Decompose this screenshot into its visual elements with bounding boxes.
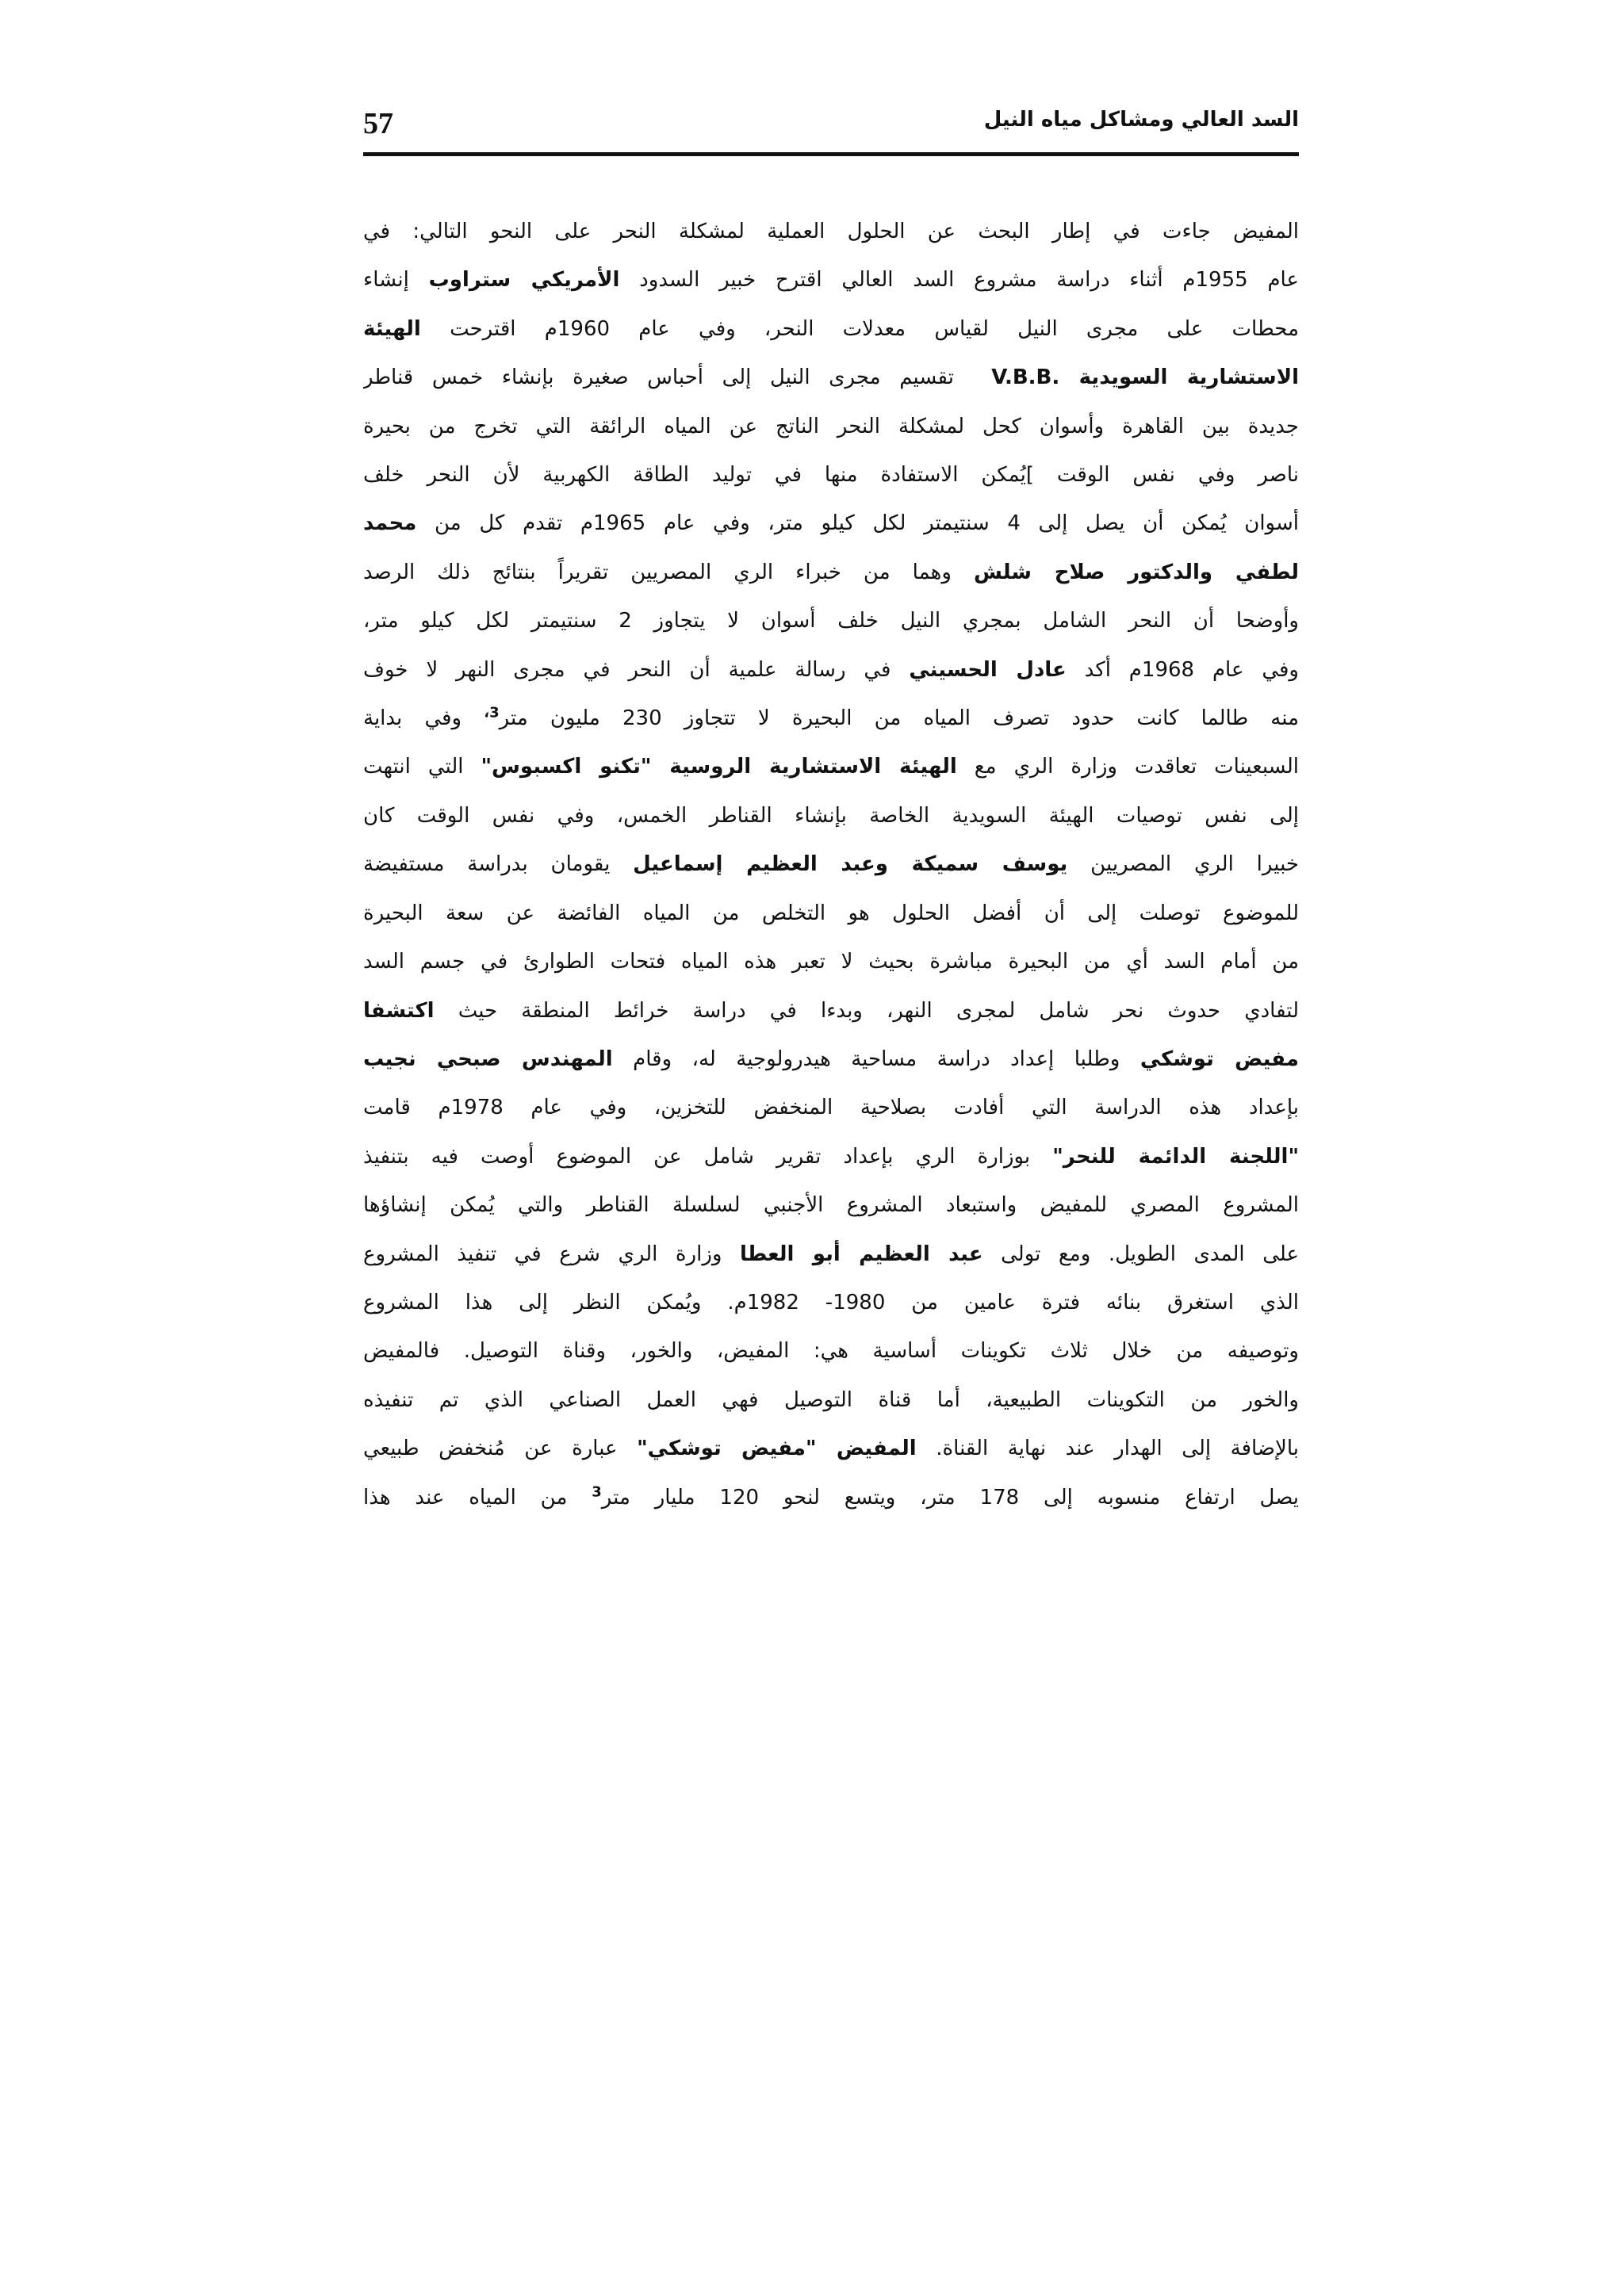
text-run: يصل ارتفاع منسوبه إلى 178 متر، ويتسع لنحو 120 مليار متر <box>601 1485 1299 1510</box>
text-run: في رسالة علمية أن النحر في مجرى النهر لا خوف <box>363 657 910 682</box>
running-title: السد العالي ومشاكل مياه النيل <box>983 108 1299 132</box>
text-line <box>363 1133 1299 1181</box>
text-line <box>363 1035 1299 1084</box>
bold-text: الهيئة <box>363 316 421 341</box>
text-run: المشروع المصري للمفيض واستبعاد المشروع الأجنبي لسلسلة القناطر والتي يُمكن إنشاؤها <box>363 1193 1299 1218</box>
text-line <box>363 1084 1299 1132</box>
text-run: وفي عام 1968م أكد <box>1066 657 1299 682</box>
superscript: 3 <box>592 1483 602 1500</box>
bold-text: V.B.B. <box>991 365 1060 390</box>
text-run: ناصر وفي نفس الوقت ]يُمكن الاستفادة منها في توليد الطاقة الكهربية لأن النحر خلف <box>363 463 1299 488</box>
text-run: وطلبا إعداد دراسة مساحية هيدرولوجية له، وقام <box>612 1047 1140 1071</box>
bold-text: الهيئة الاستشارية الروسية "تكنو اكسبوس" <box>481 755 957 779</box>
text-run: بوزارة الري بإعداد تقرير شامل عن الموضوع أوصت فيه بتنفيذ <box>363 1144 1053 1169</box>
text-line <box>363 1181 1299 1230</box>
text-line <box>363 987 1299 1035</box>
text-run: عبارة عن مُنخفض طبيعي <box>363 1437 638 1461</box>
text-line <box>363 305 1299 354</box>
bold-text: عبد العظيم أبو العطا <box>740 1242 983 1266</box>
text-line <box>363 840 1299 889</box>
bold-text: يوسف سميكة وعبد العظيم إسماعيل <box>633 852 1068 877</box>
bold-text: الاستشارية السويدية <box>1059 365 1299 390</box>
text-line <box>363 1474 1299 1522</box>
text-run: من أمام السد أي من البحيرة مباشرة بحيث لا تعبر هذه المياه فتحات الطوارئ في جسم السد <box>363 950 1299 974</box>
page-header <box>363 95 1299 156</box>
text-run: الذي استغرق بنائه فترة عامين من 1980- 1982م. ويُمكن النظر إلى هذا المشروع <box>363 1290 1299 1314</box>
text-run: يقومان بدراسة مستفيضة <box>363 852 634 877</box>
text-run: لتفادي حدوث نحر شامل لمجرى النهر، وبدءا في دراسة خرائط المنطقة حيث <box>434 998 1299 1023</box>
body-paragraph <box>363 208 1299 1522</box>
text-run: والخور من التكوينات الطبيعية، أما قناة التوصيل فهي العمل الصناعي الذي تم تنفيذه <box>363 1387 1299 1412</box>
text-run: وفي بداية <box>363 706 485 731</box>
text-run: من المياه عند هذا <box>363 1485 592 1510</box>
text-line <box>363 890 1299 938</box>
bold-text: عادل الحسيني <box>909 657 1067 682</box>
text-run: السبعينات تعاقدت وزارة الري مع <box>956 755 1299 779</box>
text-run: بإعداد هذه الدراسة التي أفادت بصلاحية المنخفض للتخزين، وفي عام 1978م قامت <box>363 1096 1299 1120</box>
text-run: أسوان يُمكن أن يصل إلى 4 سنتيمتر لكل كيلو متر، وفي عام 1965م تقدم كل من <box>416 511 1299 536</box>
bold-text: لطفي والدكتور صلاح شلش <box>973 560 1299 584</box>
bold-text: اكتشفا <box>363 998 435 1023</box>
bold-text: المهندس صبحي نجيب <box>363 1047 613 1071</box>
text-run: محطات على مجرى النيل لقياس معدلات النحر، وفي عام 1960م اقترحت <box>420 316 1299 341</box>
text-run: بالإضافة إلى الهدار عند نهاية القناة. <box>916 1437 1299 1461</box>
text-line <box>363 646 1299 695</box>
text-line <box>363 1279 1299 1327</box>
text-line <box>363 1327 1299 1376</box>
text-line <box>363 208 1299 256</box>
text-run: عام 1955م أثناء دراسة مشروع السد العالي اقترح خبير السدود <box>619 268 1299 293</box>
text-line <box>363 451 1299 499</box>
text-run: إنشاء <box>363 268 429 293</box>
text-line <box>363 549 1299 597</box>
superscript: 3، <box>484 704 500 721</box>
text-line <box>363 403 1299 451</box>
bold-text: مفيض توشكي <box>1139 1047 1299 1071</box>
text-run: وأوضحا أن النحر الشامل بمجري النيل خلف أسوان لا يتجاوز 2 سنتيمتر لكل كيلو متر، <box>363 609 1299 633</box>
text-run: وزارة الري شرع في تنفيذ المشروع <box>363 1242 740 1266</box>
text-line <box>363 695 1299 743</box>
bold-text: المفيض "مفيض توشكي" <box>637 1437 917 1461</box>
text-line <box>363 792 1299 840</box>
text-run: تقسيم مجرى النيل إلى أحباس صغيرة بإنشاء خمس قناطر <box>363 365 992 390</box>
text-run: وهما من خبراء الري المصريين تقريراً بنتائج ذلك الرصد <box>363 560 974 584</box>
text-run: وتوصيفه من خلال ثلاث تكوينات أساسية هي: المفيض، والخور، وقناة التوصيل. فالمفيض <box>363 1339 1299 1364</box>
text-run: منه طالما كانت حدود تصرف المياه من البحيرة لا تتجاوز 230 مليون متر <box>499 706 1299 731</box>
text-line <box>363 597 1299 645</box>
text-line <box>363 499 1299 548</box>
text-run: المفيض جاءت في إطار البحث عن الحلول العملية لمشكلة النحر على النحو التالي: في <box>363 220 1299 243</box>
text-run: خبيرا الري المصريين <box>1067 852 1299 877</box>
text-run: جديدة بين القاهرة وأسوان كحل لمشكلة النحر الناتج عن المياه الرائقة التي تخرج من بحيرة <box>363 414 1299 438</box>
text-line <box>363 354 1299 402</box>
bold-text: الأمريكي ستراوب <box>428 268 620 293</box>
page-number: 57 <box>363 107 393 140</box>
bold-text: "اللجنة الدائمة للنحر" <box>1052 1144 1299 1169</box>
text-run: على المدى الطويل. ومع تولى <box>982 1242 1299 1266</box>
bold-text: محمد <box>363 511 417 536</box>
text-line <box>363 256 1299 304</box>
text-line <box>363 1425 1299 1473</box>
text-line <box>363 1376 1299 1425</box>
text-run: للموضوع توصلت إلى أن أفضل الحلول هو التخلص من المياه الفائضة عن سعة البحيرة <box>363 901 1299 925</box>
text-line <box>363 743 1299 791</box>
text-line <box>363 938 1299 986</box>
text-run: إلى نفس توصيات الهيئة السويدية الخاصة بإنشاء القناطر الخمس، وفي نفس الوقت كان <box>363 803 1299 828</box>
text-run: التي انتهت <box>363 755 481 779</box>
text-line <box>363 1230 1299 1279</box>
